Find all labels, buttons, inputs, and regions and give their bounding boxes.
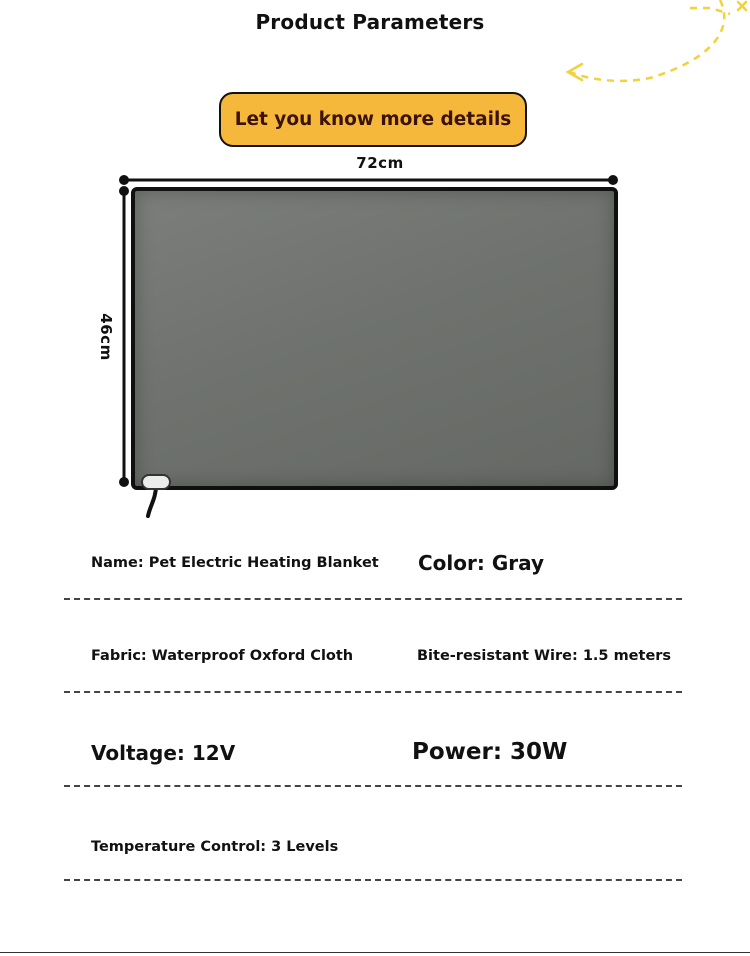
param-temperature: Temperature Control: 3 Levels — [91, 839, 339, 855]
divider — [64, 691, 682, 693]
height-label: 46cm — [97, 313, 115, 361]
param-voltage: Voltage: 12V — [91, 741, 236, 765]
width-label: 72cm — [356, 154, 404, 172]
heating-blanket-image — [131, 187, 618, 490]
divider — [64, 598, 682, 600]
divider — [64, 785, 682, 787]
param-fabric: Fabric: Waterproof Oxford Cloth — [91, 648, 354, 664]
plug-connector-icon — [141, 474, 171, 490]
param-wire: Bite-resistant Wire: 1.5 meters — [417, 648, 672, 664]
decorative-arrow-icon — [560, 0, 750, 90]
page-title: Product Parameters — [255, 10, 485, 34]
more-details-button[interactable]: Let you know more details — [219, 92, 527, 147]
param-power: Power: 30W — [412, 739, 568, 765]
divider — [64, 879, 682, 881]
param-name: Name: Pet Electric Heating Blanket — [91, 555, 379, 571]
bottom-border — [0, 952, 750, 953]
power-cord-icon — [140, 486, 170, 518]
param-color: Color: Gray — [418, 551, 545, 575]
